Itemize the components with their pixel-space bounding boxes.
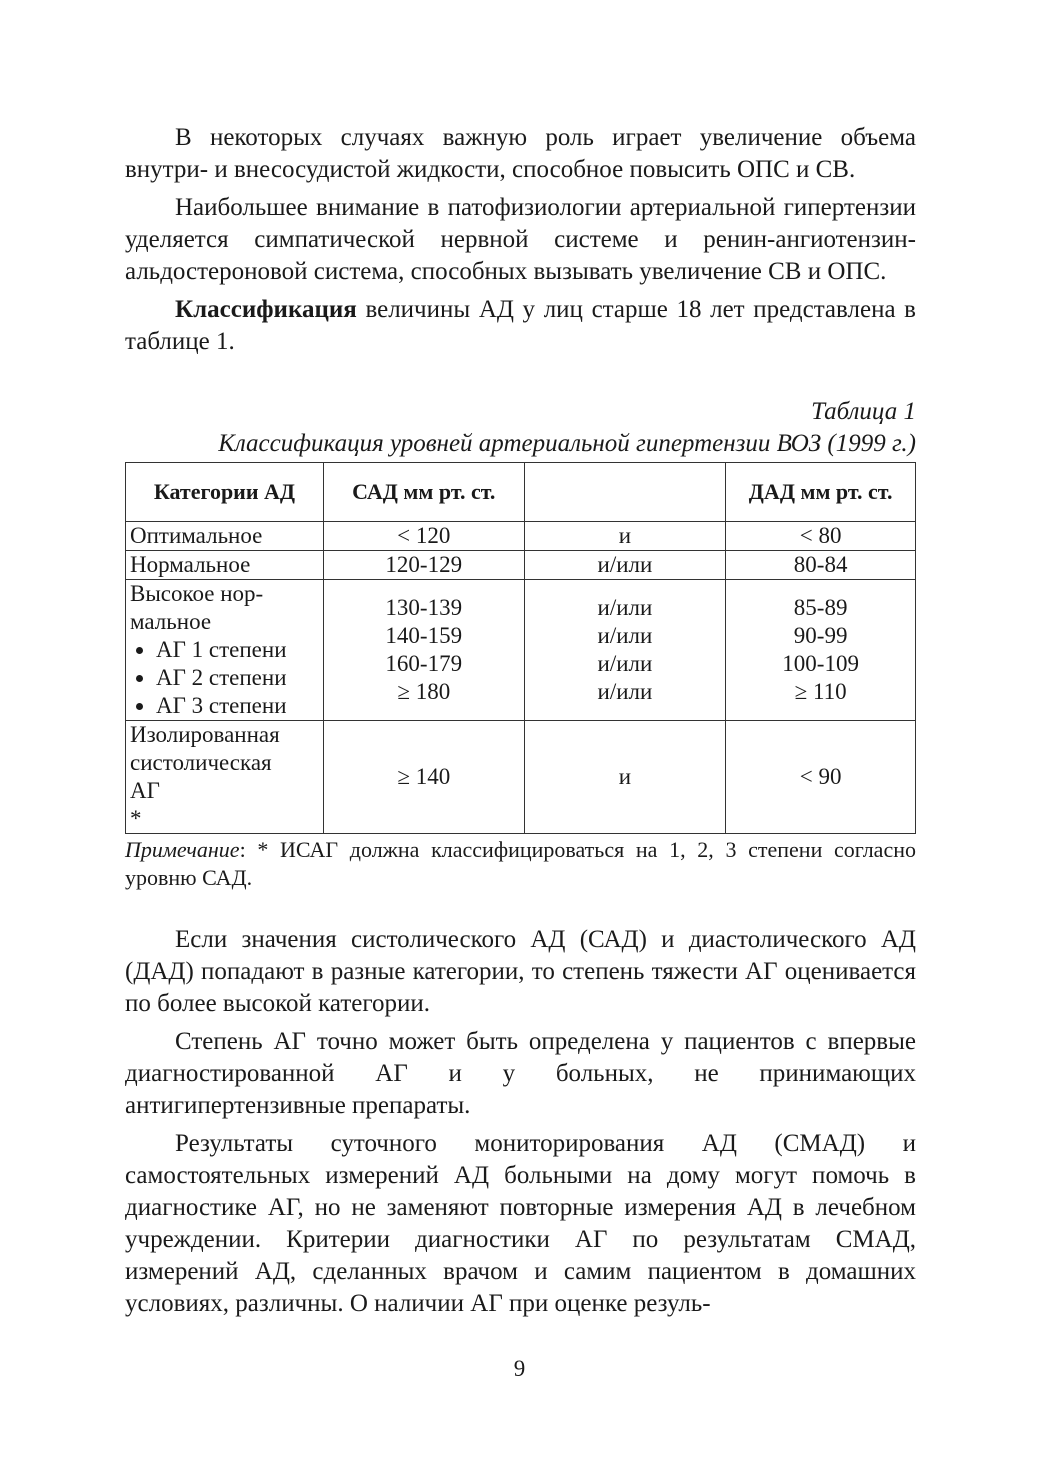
cell-category: Изолированная систолическая АГ *	[126, 721, 324, 834]
table-title: Классификация уровней артериальной гипертензии ВОЗ (1999 г.)	[218, 430, 916, 457]
cell-dad: < 90	[726, 721, 916, 834]
table-header-row	[126, 463, 916, 522]
value: ≥ 180	[397, 679, 451, 704]
cell-conj-group	[524, 580, 726, 721]
value: ≥ 110	[794, 679, 847, 704]
grade-list	[130, 636, 319, 720]
classification-table	[125, 462, 916, 834]
header-conj	[524, 463, 726, 522]
table-row	[126, 721, 916, 834]
paragraph-rest: величины АД у лиц старше 18 лет представлена в таблице 1.	[125, 296, 916, 355]
value: 160-179	[385, 651, 463, 676]
note-text: : * ИСАГ должна классифицироваться на 1, 2, 3 степени согласно уровню САД.	[125, 837, 916, 890]
cell-category: Нормальное	[126, 551, 324, 580]
list-item: • АГ 2 степени	[156, 664, 319, 692]
cell-sad: < 120	[323, 522, 524, 551]
value: 140-159	[385, 623, 463, 648]
value: 90-99	[793, 623, 848, 648]
table-note	[125, 836, 916, 892]
page-content	[125, 122, 916, 1326]
value: 130-139	[385, 595, 463, 620]
value: и/или	[597, 651, 653, 676]
group-label: Высокое нор-мальное	[130, 581, 264, 634]
cell-dad-group	[726, 580, 916, 721]
value: 100-109	[782, 651, 859, 676]
cell-conj: и	[524, 522, 726, 551]
value: 85-89	[793, 595, 848, 620]
cell-dad: 80-84	[726, 551, 916, 580]
page-number: 9	[513, 1356, 526, 1381]
paragraph: Если значения систолического АД (САД) и диастолического АД (ДАД) попадают в разные категории, то степень тяжести АГ оценивается по более высокой категории.	[125, 926, 916, 1017]
header-category: Категории АД	[126, 463, 324, 522]
value: и/или	[597, 623, 653, 648]
header-dad: ДАД мм рт. ст.	[726, 463, 916, 522]
paragraph: Наибольшее внимание в патофизиологии артериальной гипертензии уделяется симпатической нервной системе и ренин-ангиотензин-альдостероновой система, способных вызывать увеличение СВ и ОПС.	[125, 194, 916, 285]
cell-dad: < 80	[726, 522, 916, 551]
cell-conj: и/или	[524, 551, 726, 580]
list-item: • АГ 3 степени	[156, 692, 319, 720]
table-number: Таблица 1	[811, 398, 916, 425]
value: и/или	[597, 679, 653, 704]
cell-category: Оптимальное	[126, 522, 324, 551]
paragraph: Результаты суточного мониторирования АД (СМАД) и самостоятельных измерений АД больными на дому могут помочь в диагностике АГ, но не заменяют повторные измерения АД в лечебном учреждении. Критерии диагностики АГ по результатам СМАД, измерений АД, сделанных врачом и самим пациентом в домашних условиях, различны. О наличии АГ при оценке резуль-	[125, 1130, 916, 1317]
cell-sad: 120-129	[323, 551, 524, 580]
cell-sad: ≥ 140	[323, 721, 524, 834]
note-label: Примечание	[125, 837, 240, 862]
paragraph: Степень АГ точно может быть определена у пациентов с впервые диагностированной АГ и у больных, не принимающих антигипертензивные препараты.	[125, 1028, 916, 1119]
cell-conj: и	[524, 721, 726, 834]
paragraph-classification	[125, 294, 916, 358]
table-row-group	[126, 580, 916, 721]
list-item: • АГ 1 степени	[156, 636, 319, 664]
cell-category-group	[126, 580, 324, 721]
bold-term: Классификация	[175, 296, 357, 323]
value: и/или	[597, 595, 653, 620]
table-row	[126, 551, 916, 580]
paragraph: В некоторых случаях важную роль играет увеличение объема внутри- и внесосудистой жидкости, способное повысить ОПС и СВ.	[125, 124, 916, 183]
header-sad: САД мм рт. ст.	[323, 463, 524, 522]
cell-sad-group	[323, 580, 524, 721]
table-row	[126, 522, 916, 551]
